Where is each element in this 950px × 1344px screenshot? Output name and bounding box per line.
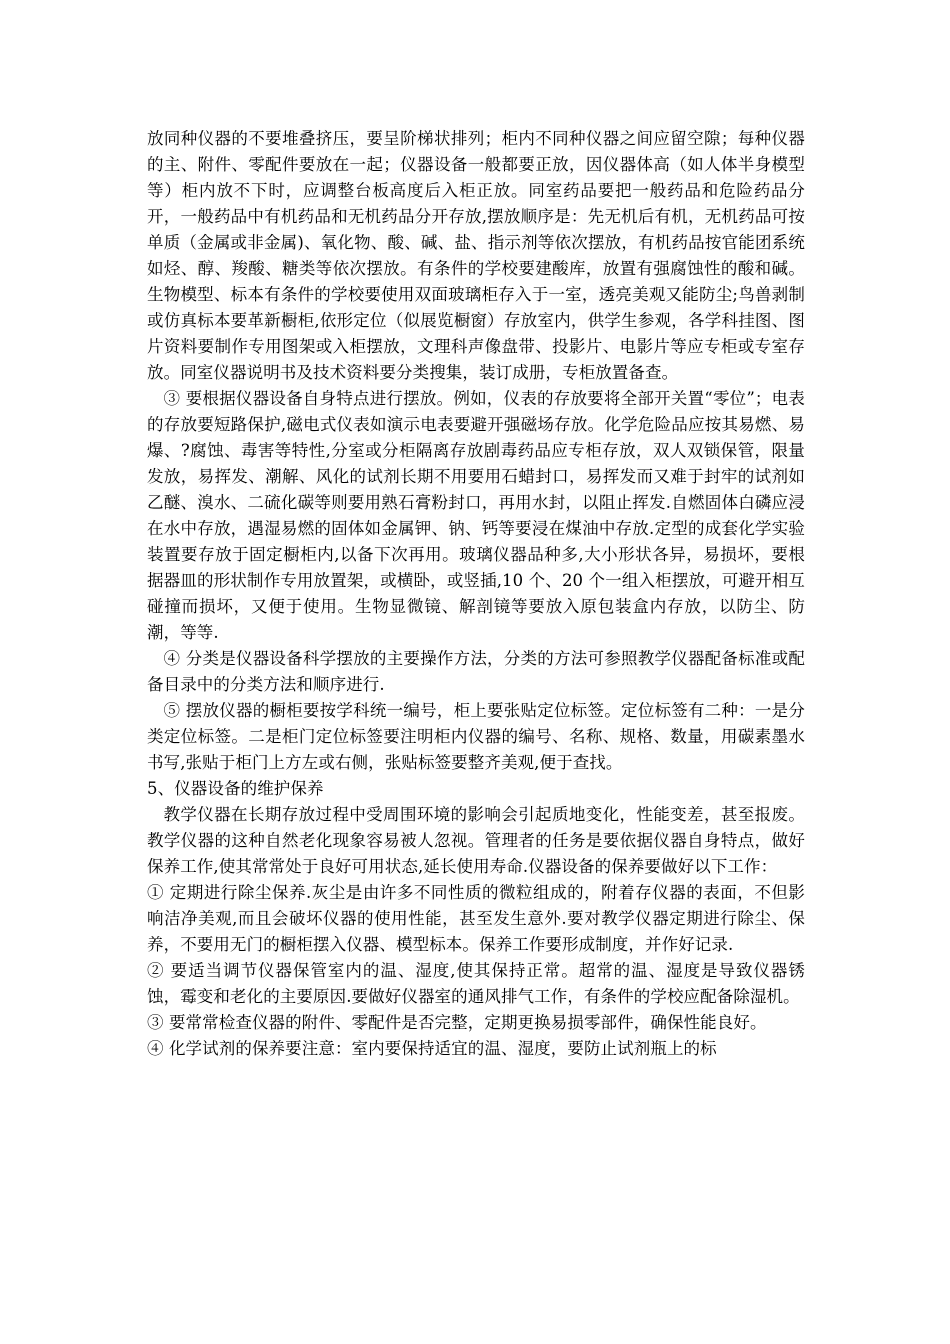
paragraph-item-5-labels: ⑤ 摆放仪器的橱柜要按学科统一编号，柜上要张贴定位标签。定位标签有二种：一是分类定位标签。二是柜门定位标签要注明柜内仪器的编号、名称、规格、数量，用碳素墨水书写,张贴于柜门上方左或右侧，张贴标签要整齐美观,便于查找。	[147, 701, 805, 772]
document-page	[147, 126, 805, 1062]
paragraph-maintenance-intro: 教学仪器在长期存放过程中受周围环境的影响会引起质地变化，性能变差，甚至报废。教学仪器的这种自然老化现象容易被人忽视。管理者的任务是要依据仪器自身特点，做好保养工作,使其常常处于良好可用状态,延长使用寿命.仪器设备的保养要做好以下工作：	[147, 805, 805, 876]
paragraph-item-3-characteristics: ③ 要根据仪器设备自身特点进行摆放。例如，仪表的存放要将全部开关置“零位”；电表的存放要短路保护,磁电式仪表如演示电表要避开强磁场存放。化学危险品应按其易燃、易爆、?腐蚀、毒害等特性,分室或分柜隔离存放剧毒药品应专柜存放，双人双锁保管，限量发放，易挥发、潮解、风化的试剂长期不用要用石蜡封口，易挥发而又难于封牢的试剂如乙醚、溴水、二硫化碳等则要用熟石膏粉封口，再用水封，以阻止挥发.自燃固体白磷应浸在水中存放，遇湿易燃的固体如金属钾、钠、钙等要浸在煤油中存放.定型的成套化学实验装置要存放于固定橱柜内,以备下次再用。玻璃仪器品种多,大小形状各异，易损坏，要根据器皿的形状制作专用放置架，或横卧，或竖插,10 个、20 个一组入柜摆放，可避开相互碰撞而损坏，又便于使用。生物显微镜、解剖镜等要放入原包装盒内存放，以防尘、防潮，等等.	[147, 389, 805, 642]
paragraph-storage-arrangement: 放同种仪器的不要堆叠挤压，要呈阶梯状排列；柜内不同种仪器之间应留空隙；每种仪器的主、附件、零配件要放在一起；仪器设备一般都要正放，因仪器体高（如人体半身模型等）柜内放不下时，应调整台板高度后入柜正放。同室药品要把一般药品和危险药品分开，一般药品中有机药品和无机药品分开存放,摆放顺序是：先无机后有机，无机药品可按单质（金属或非金属)、氧化物、酸、碱、盐、指示剂等依次摆放，有机药品按官能团系统如烃、醇、羧酸、糖类等依次摆放。有条件的学校要建酸库，放置有强腐蚀性的酸和碱。生物模型、标本有条件的学校要使用双面玻璃柜存入于一室，透亮美观又能防尘;鸟兽剥制或仿真标本要革新橱柜,依形定位（似展览橱窗）存放室内，供学生参观，各学科挂图、图片资料要制作专用图架或入柜摆放，文理科声像盘带、投影片、电影片等应专柜或专室存放。同室仪器说明书及技术资料要分类搜集，装订成册，专柜放置备查。	[147, 129, 805, 382]
paragraph-item-4-classification: ④ 分类是仪器设备科学摆放的主要操作方法，分类的方法可参照教学仪器配备标准或配备目录中的分类方法和顺序进行.	[147, 649, 805, 694]
paragraph-maintenance-item-4: ④ 化学试剂的保养要注意：室内要保持适宜的温、湿度，要防止试剂瓶上的标	[147, 1039, 717, 1058]
paragraph-maintenance-item-3: ③ 要常常检查仪器的附件、零配件是否完整，定期更换易损零部件，确保性能良好。	[147, 1013, 767, 1032]
paragraph-maintenance-item-2: ② 要适当调节仪器保管室内的温、湿度,使其保持正常。超常的温、湿度是导致仪器锈蚀，霉变和老化的主要原因.要做好仪器室的通风排气工作，有条件的学校应配备除湿机。	[147, 961, 805, 1006]
section-heading-maintenance: 5、仪器设备的维护保养	[147, 779, 324, 798]
paragraph-maintenance-item-1: ① 定期进行除尘保养.灰尘是由许多不同性质的微粒组成的，附着存仪器的表面，不但影响洁净美观,而且会破坏仪器的使用性能，甚至发生意外.要对教学仪器定期进行除尘、保养，不要用无门的橱柜摆入仪器、模型标本。保养工作要形成制度，并作好记录.	[147, 883, 805, 954]
